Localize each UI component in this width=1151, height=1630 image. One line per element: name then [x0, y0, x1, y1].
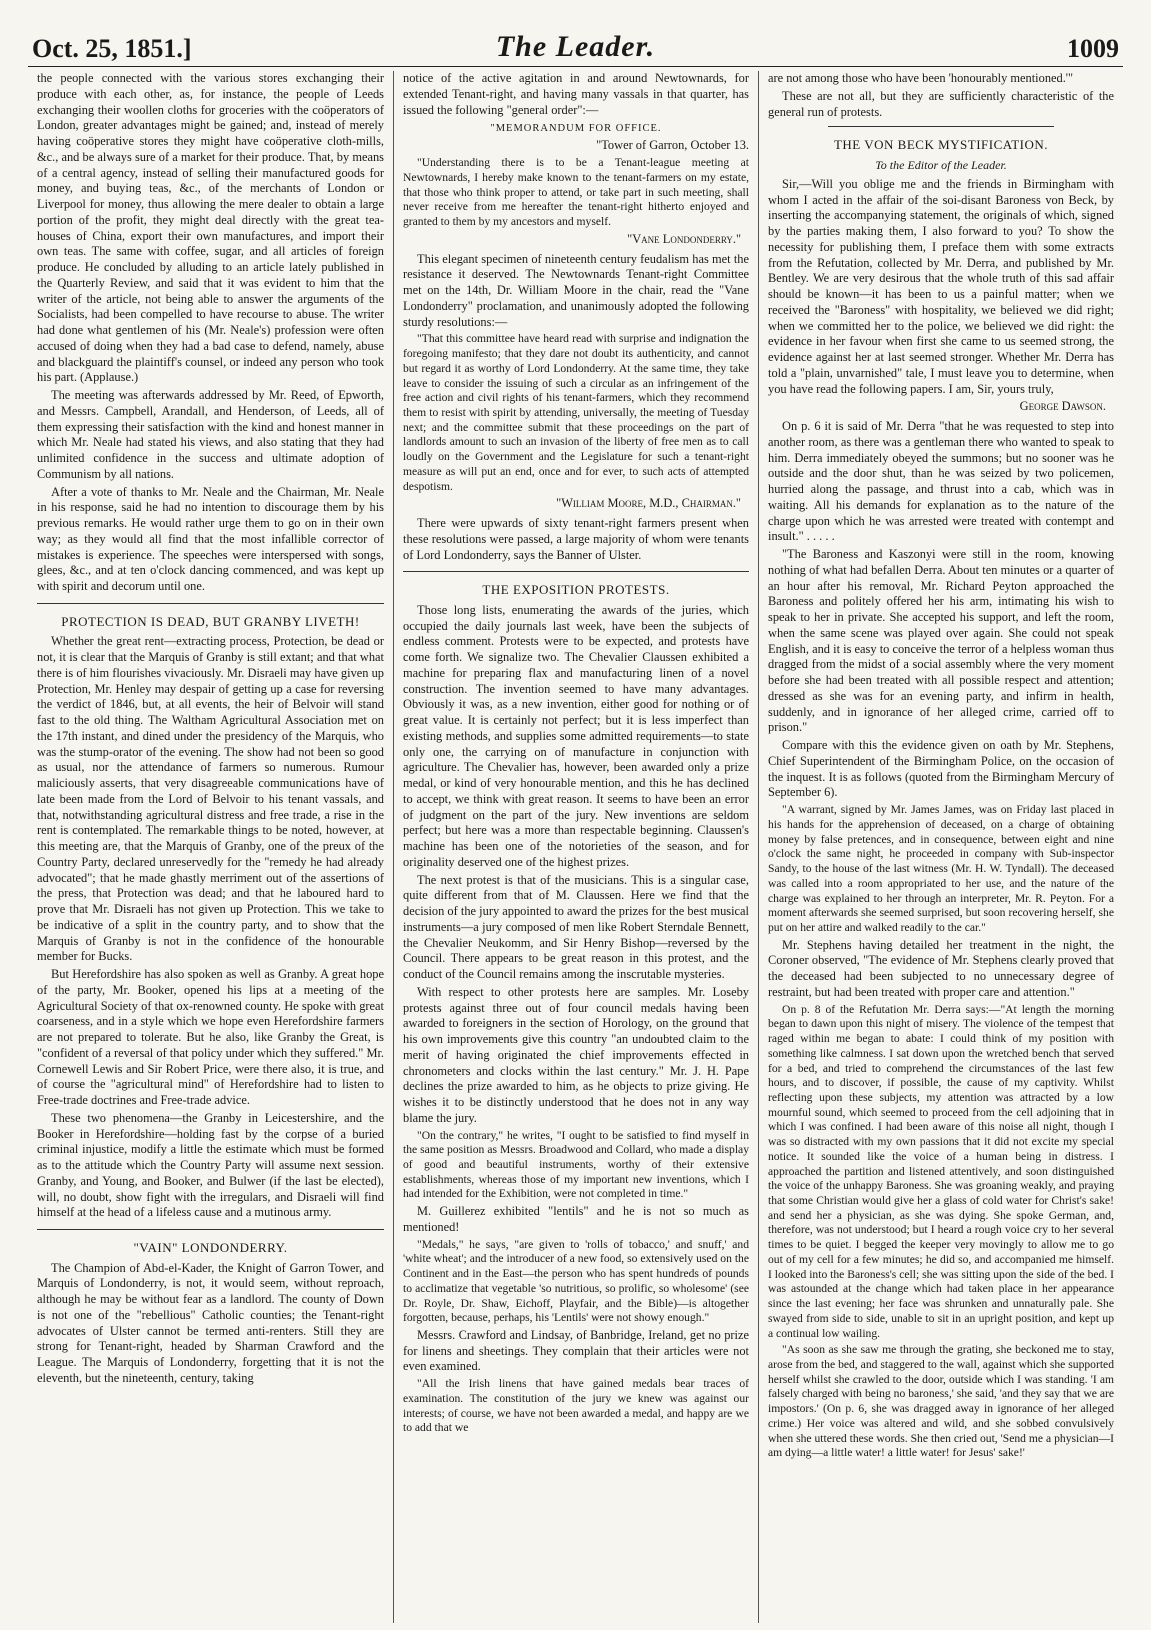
paragraph: "The Baroness and Kaszonyi were still in the room, knowing nothing of what had befallen Derra. About ten minutes or a quarter of an hour after his removal, Mr. Richard Peyton approached the Baroness and politely offered her his arm, intimating his wish to speak to her in private. She accepted his support, and left the room, when the same scene was played over again. She could not speak English, and it is easy to conceive the terror of a helpless woman thus dragged from the midst of a social assembly where the very moment before she had been treated with all possible respect and attention; dressed as she was for an evening party, and infirm in health, suddenly, and in ignorance of her alleged crime, carried off to prison."	[768, 547, 1114, 735]
column-3	[758, 71, 1123, 1623]
paragraph: the people connected with the various stores exchanging their produce with each other, as, for instance, the people of Leeds exchanging their woollen cloths for groceries with the coöperators of London, greater advantages might be gained; and, instead of merely having coöperative stores they might have coöperative cloth-mills, &c., and be always sure of a market for their produce. That, by means of a central agency, instead of selling their manufactured goods for money, and buying teas, &c., of the merchants of London or Liverpool for money, thus allowing the mere dealer to obtain a large portion of the profit, they might deal directly with the great tea-houses of China, export their own manufactures, and import their own teas. The same with coffee, sugar, and all articles of foreign produce. He concluded by alluding to an article lately published in the Quarterly Review, and said that it was evident to him that the writer of the article, not being able to answer the arguments of the Socialists, had been compelled to have recourse to abuse. The writer had done what gentlemen of his (Mr. Neale's) profession were often accused of doing when they had a bad case to defend, namely, abuse and blackguard the plaintiff's counsel, or indeed any person who took his part. (Applause.)	[37, 71, 384, 385]
article-subheading: To the Editor of the Leader.	[875, 157, 1007, 172]
paragraph: On p. 6 it is said of Mr. Derra "that he was requested to step into another room, as there was a gentleman there who wanted to speak to him. Derra immediately obeyed the summons; but no sooner was he outside and the door shut, than he was seized by two policemen, hurried along the passage, and thrust into a cab, which was in waiting. All his demands for explanation as to the nature of the charge upon which he was arrested were treated with contempt and insult." . . . . .	[768, 419, 1114, 544]
section-divider	[37, 603, 384, 604]
paragraph: Those long lists, enumerating the awards of the juries, which occupied the daily journals last week, have been the subjects of endless comment. Protests were to be expected, and protests have come forth. We signalize two. The Chevalier Claussen exhibited a machine for preparing flax and manufacturing linen of a novel construction. The invention seemed to have many advantages. Obviously it was, as a new invention, either good for nothing or of great value. It is certainly not perfect; but it is less imperfect than existing methods, and supplies some admitted requirements—to state only one, the carrying on of manufacture in conjunction with agriculture. The Chevalier has, however, been awarded only a prize medal, or kind of very honourable mention, and this he has declined to accept, we think with great reason. It seems to have been an error of judgment on the part of the jury. New inventions are seldom perfect; but here was a more than respectable beginning. Claussen's machine has been one of the notorieties of the season, and for originality deserved one of the highest prizes.	[403, 602, 749, 869]
issue-date: Oct. 25, 1851.]	[32, 34, 192, 63]
article-heading: PROTECTION IS DEAD, BUT GRANBY LIVETH!	[61, 613, 360, 629]
section-divider	[37, 1229, 384, 1230]
paragraph: But Herefordshire has also spoken as well as Granby. A great hope of the party, Mr. Booker, opened his lips at a meeting of the Agricultural Society of that ox-renowned county. He spoke with great coarseness, and in a style which we hope even Herefordshire farmers are not prepared to tolerate. But he also, like Granby the Great, is "confident of a reversal of that policy under which they suffered." Mr. Cornewell Lewis and Sir Robert Price, were there also, it is true, and of course the "agricultural mind" of Herefordshire had to listen to Free-trade doctrines and Free-trade advice.	[37, 967, 384, 1107]
resolution-text: "That this committee have heard read with surprise and indignation the foregoing manifesto; that they dare not doubt its authenticity, and cannot but regard it as worthy of Lord Londonderry. At the same time, they take leave to consider the issuing of such a circular as an infringement of the free action and civil rights of his tenant-farmers, which they recommend them to resist with spirit by attending, universally, the meeting of Tuesday next; and the committee submit that these proceedings on the part of landlords amount to such an invasion of the liberty of free men as to call loudly on the Government and the Legislature for such a tenant-right measure as will put an end, once and for ever, to such acts of attempted despotism.	[403, 332, 749, 493]
quote-paragraph: "A warrant, signed by Mr. James James, was on Friday last placed in his hands for the apprehension of deceased, on a charge of obtaining money by false pretences, and in consequence, between eight and nine o'clock the same night, he proceeded in company with Sub-inspector Sandy, to the house of the last witness (Mr. H. W. Tyndall). The deceased was called into a room appropriated to her use, and the nature of the charge was explained to her through an interpreter, Mr. R. Peyton. For a moment afterwards she seemed surprised, but soon recovering herself, she put on her attire and walked readily to the car."	[768, 803, 1114, 934]
paragraph: This elegant specimen of nineteenth century feudalism has met the resistance it deserved. The Newtownards Tenant-right Committee met on the 14th, Dr. William Moore in the chair, read the "Vane Londonderry" proclamation, and unanimously adopted the following sturdy resolutions:—	[403, 251, 749, 329]
quote-paragraph: "All the Irish linens that have gained medals bear traces of examination. The constitution of the jury we knew was against our interests; of course, we have not been awarded a medal, and happy are we to add that we	[403, 1377, 749, 1435]
paragraph: Whether the great rent—extracting process, Protection, be dead or not, it is clear that the Marquis of Granby is still extant; and that what there is of him flourishes vivaciously. Mr. Disraeli may have given up Protection, Mr. Henley may despair of getting up a case for reversing the verdict of 1846, but, at all events, the heir of Belvoir will stand fast to the old thing. The Waltham Agricultural Association met on the 17th instant, and dined under the presidency of the Marquis, who was the stump-orator of the evening. The show had not been so good as usual, nor the attendance of farmers so numerous. Rumour maliciously asserts, that very disagreeable communications have of late been made from the Lord of Belvoir to his tenant vassals, and that, notwithstanding agricultural distress and free trade, a rise in the rent is contemplated. The remarkable things to be noted, however, at this meeting are, that the Marquis of Granby, one of the preux of the Country Party, declared unreservedly for the "remedy he had already advocated"; that he made ghastly merriment out of the assertions of the press, that Protection was dead; and that he laboured hard to prove that Mr. Disraeli has not given up Protection. This we take to be indicative of a split in the country party, and to show that the Marquis of Granby is not in the confidence of the honourable member for Bucks.	[37, 634, 384, 964]
resolution-signature: "William Moore, M.D., Chairman."	[556, 496, 741, 511]
paragraph: The next protest is that of the musicians. This is a singular case, quite different from that of M. Claussen. Here we find that the decision of the jury appointed to award the prizes for the best musical instruments—a jury composed of men like Robert Sterndale Bennett, the Chevalier Neukomm, and Sir Henry Bishop—reversed by the Council. There appears to be great reason in this protest, and the conduct of the Council remains among the inscrutable mysteries.	[403, 872, 749, 982]
letter-signature: George Dawson.	[1019, 399, 1106, 414]
paragraph: These are not all, but they are sufficiently characteristic of the general run of protests.	[768, 88, 1114, 119]
quote-paragraph: On p. 8 of the Refutation Mr. Derra says:—"At length the morning began to dawn upon this night of misery. The violence of the tempest that raged within me began to abate: I could think of my position with something like calmness. I sat down upon the wretched bench that served for a bed, and tried to comprehend the circumstances of the last few hours, and to discover, if possible, the cause of my captivity. Whilst reflecting upon these subjects, my attention was attracted by a low mournful sound, which seemed to proceed from the cell adjoining that in which I was confined. I had been aware of this noise all night, though I was so distracted with my own passions that it did not excite my special notice. It sounded like the voice of a human being in distress. I approached the partition and listened attentively, and soon distinguished the voice of the unhappy Baroness. She was groaning weakly, and praying that some Christian would give her a glass of cold water for Christ's sake! and send her a physician, as she was dying. She spoke German, and, therefore, was not understood; but I heard a rough voice cry to her several times to be quiet. I begged the keeper very movingly to allow me to go out of my cell for a few minutes; he did so, and accompanied me himself. I looked into the Baroness's cell; she was sitting upon the side of the bed. I was astounded at the change which had taken place in her appearance since the last evening; her face was shrunken and unnaturally pale. She swayed from side to side, unable to sit in an upright position, and kept up a continual low wailing.	[768, 1002, 1114, 1340]
column-2	[393, 71, 758, 1623]
paragraph: The meeting was afterwards addressed by Mr. Reed, of Epworth, and Messrs. Campbell, Arandall, and Henderson, of Leeds, all of them expressing their satisfaction with the kind and honest manner in which Mr. Neale had stated his views, and also stating that they had unlimited confidence in the success and ultimate adoption of Communism by all nations.	[37, 388, 384, 481]
quote-paragraph: "Medals," he says, "are given to 'rolls of tobacco,' and snuff,' and 'white wheat'; and the introducer of a new food, so extensively used on the Continent and in the East—the person who has spent hundreds of pounds to acclimatize that vegetable 'so nutritious, so prolific, so wholesome' (see Dr. Royle, Dr. Shaw, Eichoff, Playfair, and the Bible)—is altogether forgotten, because, perhaps, his 'Lentils' were not showy enough."	[403, 1237, 749, 1325]
paragraph: Sir,—Will you oblige me and the friends in Birmingham with whom I acted in the affair of the soi-disant Baroness von Beck, by inserting the accompanying statement, the originals of which, signed by the parties making them, I also forward to you? To show the necessity for publishing them, I preface them with some extracts from the Refutation, collected by Mr. Derra, and published by Mr. Bentley. We are very desirous that the whole truth of this sad affair should be known—it has been to us a painful matter; when we received the "Baroness" with hospitality, we believed we did right; when we committed her to the police, we believed we did right: the evidence in her favour when first she came to us seemed strong, the evidence against her at last seemed stronger. Whether Mr. Derra has told a "plain, unvarnished" tale, I must leave you to determine, when you have read the following papers. I am, Sir, yours truly,	[768, 176, 1114, 396]
memo-title: "MEMORANDUM FOR OFFICE.	[490, 123, 662, 135]
quote-paragraph: "On the contrary," he writes, "I ought to be satisfied to find myself in the same position as Messrs. Broadwood and Collard, who made a display of good and beautiful instruments, worthy of their extensive establishments, whereas those of my important new inventions, which I had intended for the Exhibition, were not completed in time."	[403, 1128, 749, 1201]
article-heading: THE VON BECK MYSTIFICATION.	[833, 137, 1049, 153]
section-divider	[403, 571, 749, 572]
memo-text: "Understanding there is to be a Tenant-league meeting at Newtownards, I hereby make known to the tenant-farmers on my estate, that those who think proper to attend, or take part in such meeting, shall never receive from me hereafter the tenant-right hitherto enjoyed and granted to them by my ancestors and myself.	[403, 156, 749, 229]
page-number: 1009	[1067, 34, 1119, 63]
memo-signature: "Vane Londonderry."	[627, 231, 741, 246]
masthead	[28, 0, 1123, 67]
column-1	[28, 71, 393, 1623]
paragraph: After a vote of thanks to Mr. Neale and the Chairman, Mr. Neale in his response, said he had no intention to discourage them by his previous remarks. He would rather urge them to go on in their own way; as they would all find that the most infallible corrector of mistakes is experience. The speeches were interspersed with songs, glees, &c., and at ten o'clock dancing commenced, and was kept up with spirit and decorum until one.	[37, 484, 384, 593]
quote-paragraph: "As soon as she saw me through the grating, she beckoned me to stay, arose from the bed, and staggered to the wall, against which she supported herself whilst she crawled to the door, outside which I was standing. 'I am falsely charged with being no baroness,' she said, 'and they say that we are impostors.' (On p. 6, she was dragged away in ignorance of her alleged crime.) Her voice was altered and wild, and she sobbed convulsively when she uttered these words. She then cried out, 'Send me a physician—I am dying—a little water! a little water! for Jesus' sake!'	[768, 1343, 1114, 1460]
section-divider	[828, 126, 1054, 127]
columns	[28, 71, 1123, 1623]
newspaper-title: The Leader.	[495, 30, 656, 63]
paragraph: are not among those who have been 'honourably mentioned.'"	[768, 71, 1074, 85]
paragraph: The Champion of Abd-el-Kader, the Knight of Garron Tower, and Marquis of Londonderry, is not, it would seem, without reproach, although he may be without fear as a landlord. The county of Down is not one of the "rebellious" Catholic counties; the Tenant-right advocates of Ulster cannot be termed anti-renters. Still they are strong for Tenant-right, headed by Sharman Crawford and the League. The Marquis of Londonderry, forgetting that it is not the eleventh, but the nineteenth, century, taking	[37, 1260, 384, 1385]
paragraph: M. Guillerez exhibited "lentils" and he is not so much as mentioned!	[403, 1204, 749, 1234]
paragraph: Messrs. Crawford and Lindsay, of Banbridge, Ireland, get no prize for linens and sheetings. They complain that their articles were not even examined.	[403, 1327, 749, 1374]
paragraph: Compare with this the evidence given on oath by Mr. Stephens, Chief Superintendent of the Birmingham Police, on the occasion of the inquest. It is as follows (quoted from the Birmingham Mercury of September 6).	[768, 738, 1114, 800]
memo-dateline: "Tower of Garron, October 13.	[596, 137, 749, 152]
paragraph: There were upwards of sixty tenant-right farmers present when these resolutions were passed, a large majority of whom were tenants of Lord Londonderry, says the Banner of Ulster.	[403, 516, 749, 562]
paragraph: Mr. Stephens having detailed her treatment in the night, the Coroner observed, "The evidence of Mr. Stephens clearly proved that the deceased had been subjected to no unnecessary degree of restraint, but had been treated with proper care and attention."	[768, 937, 1114, 999]
paragraph: notice of the active agitation in and around Newtownards, for extended Tenant-right, and having many vassals in that quarter, has issued the following "general order":—	[403, 71, 749, 117]
paragraph: These two phenomena—the Granby in Leicestershire, and the Booker in Herefordshire—holding fast by the corpse of a buried criminal injustice, modify a little the estimate which must be formed as to the attitude which the Country Party will assume next session. Granby, and Young, and Booker, and Bulwer (if the last be elected), will, no doubt, show fight with the irregulars, and Disraeli will find himself at the head of a lifeless cause and a mutinous army.	[37, 1110, 384, 1220]
paragraph: With respect to other protests here are samples. Mr. Loseby protests against three out of four council medals having been awarded to foreigners in the section of Horology, on the ground that his own improvements give this country "an undoubted claim to the merit of having originated the chief improvements effected in chronometers and clocks within the last century." Mr. J. H. Pape declines the prize awarded to him, as he objects to prize giving. He wishes it to be distinctly understood that he does not in any way blame the jury.	[403, 984, 749, 1125]
article-heading: THE EXPOSITION PROTESTS.	[482, 582, 670, 598]
article-heading: "VAIN" LONDONDERRY.	[133, 1240, 288, 1255]
